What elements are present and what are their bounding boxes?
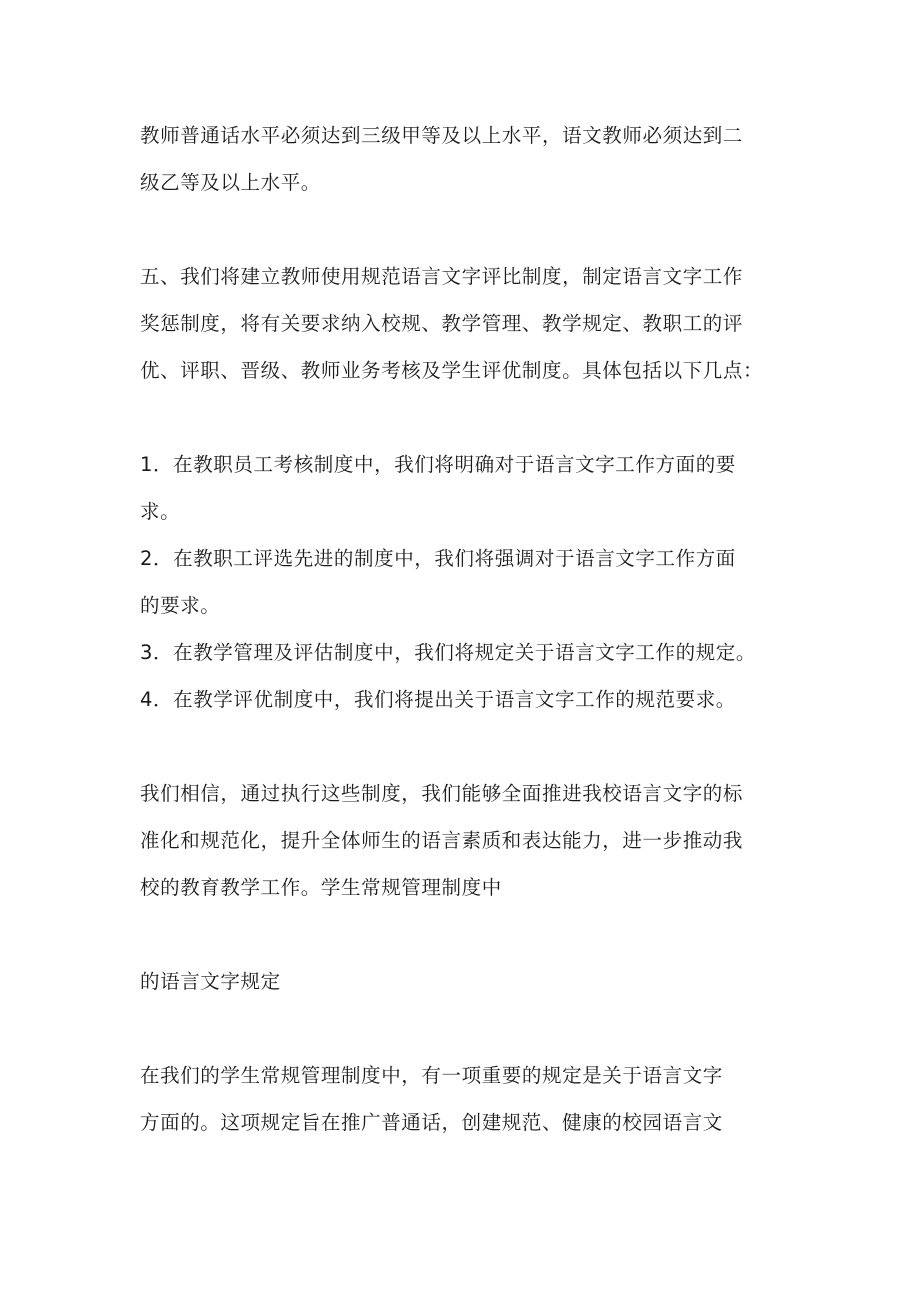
paragraph-3-line-3: 校的教育教学工作。学生常规管理制度中 — [140, 876, 502, 899]
paragraph-4-line-2: 方面的。这项规定旨在推广普通话，创建规范、健康的校园语言文 — [140, 1111, 723, 1134]
list-item-2-line-2: 的要求。 — [140, 594, 221, 617]
list-item-1-line-1: 1．在教职员工考核制度中，我们将明确对于语言文字工作方面的要 — [140, 453, 736, 476]
paragraph-2-line-3: 优、评职、晋级、教师业务考核及学生评优制度。具体包括以下几点： — [140, 359, 764, 382]
paragraph-2-line-1: 五、我们将建立教师使用规范语言文字评比制度，制定语言文字工作 — [140, 265, 744, 288]
section-heading: 的语言文字规定 — [140, 970, 281, 993]
paragraph-2-line-2: 奖惩制度，将有关要求纳入校规、教学管理、教学规定、教职工的评 — [140, 312, 744, 335]
paragraph-1-line-1: 教师普通话水平必须达到三级甲等及以上水平，语文教师必须达到二 — [140, 124, 744, 147]
list-item-3: 3．在教学管理及评估制度中，我们将规定关于语言文字工作的规定。 — [140, 641, 757, 664]
list-item-2-line-1: 2．在教职工评选先进的制度中，我们将强调对于语言文字工作方面 — [140, 547, 736, 570]
list-item-1-line-2: 求。 — [140, 500, 181, 523]
paragraph-4-line-1: 在我们的学生常规管理制度中，有一项重要的规定是关于语言文字 — [140, 1064, 723, 1087]
paragraph-1-line-2: 级乙等及以上水平。 — [140, 171, 321, 194]
list-item-4: 4．在教学评优制度中，我们将提出关于语言文字工作的规范要求。 — [140, 688, 736, 711]
paragraph-3-line-2: 准化和规范化，提升全体师生的语言素质和表达能力，进一步推动我 — [140, 829, 744, 852]
paragraph-3-line-1: 我们相信，通过执行这些制度，我们能够全面推进我校语言文字的标 — [140, 782, 744, 805]
